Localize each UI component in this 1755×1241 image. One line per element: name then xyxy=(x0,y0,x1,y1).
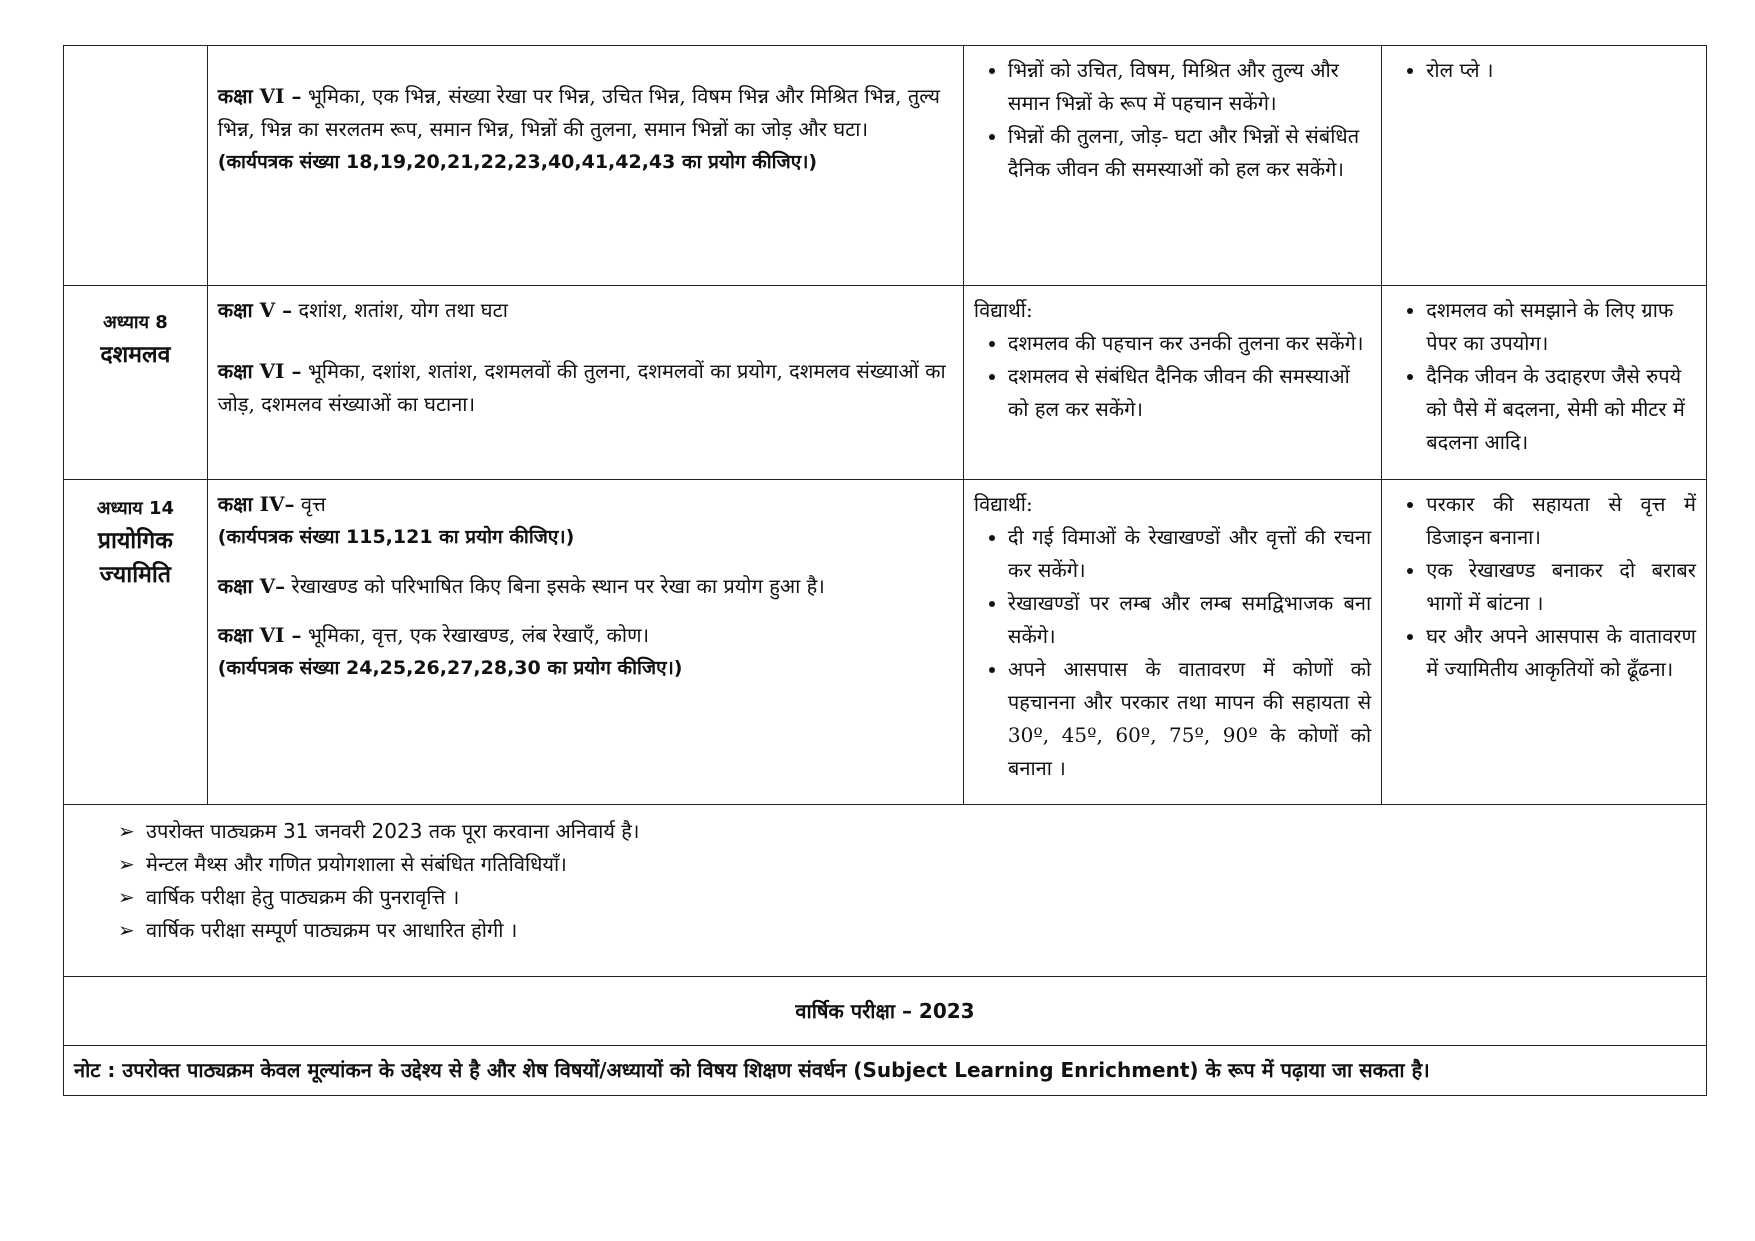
chapter-cell xyxy=(64,480,208,805)
content-para xyxy=(218,80,953,146)
note-text: मेन्टल मैथ्स और गणित प्रयोगशाला से संबंधित गतिविधियाँ। xyxy=(146,852,567,876)
notes-cell xyxy=(64,805,1707,977)
content-text: वृत्त xyxy=(294,492,326,516)
worksheet-note: (कार्यपत्रक संख्या 18,19,20,21,22,23,40,41,42,43 का प्रयोग कीजिए।) xyxy=(217,151,818,173)
worksheet-note: (कार्यपत्रक संख्या 115,121 का प्रयोग कीजिए।) xyxy=(217,526,575,548)
list-item: • भिन्नों को उचित, विषम, मिश्रित और तुल्य और समान भिन्नों के रूप में पहचान सकेंगे। xyxy=(1008,54,1371,120)
activities-cell xyxy=(1382,46,1707,286)
outcomes-list xyxy=(974,54,1371,186)
list-item: • अपने आसपास के वातावरण में कोणों को पहचानना और परकार तथा मापन की सहायता से 30º, 45º, 60º, 75º, 90º के कोणों को बनाना । xyxy=(1008,653,1371,785)
notes-row xyxy=(64,805,1707,977)
worksheet-note: (कार्यपत्रक संख्या 24,25,26,27,28,30 का प्रयोग कीजिए।) xyxy=(217,657,683,679)
activities-list xyxy=(1392,54,1696,87)
table-row xyxy=(64,286,1707,480)
activities-cell xyxy=(1382,286,1707,480)
arrow-bullet-icon: ➢ xyxy=(118,852,135,876)
list-item: • रेखाखण्डों पर लम्ब और लम्ब समद्विभाजक बना सकेंगे। xyxy=(1008,587,1371,653)
chapter-cell xyxy=(64,286,208,480)
list-item: • परकार की सहायता से वृत्त में डिजाइन बनाना। xyxy=(1426,488,1696,554)
list-item xyxy=(118,848,1696,881)
list-item: • दैनिक जीवन के उदाहरण जैसे रुपये को पैसे में बदलना, सेमी को मीटर में बदलना आदि। xyxy=(1426,360,1696,459)
list-item: • दशमलव से संबंधित दैनिक जीवन की समस्याओं को हल कर सकेंगे। xyxy=(1008,360,1371,426)
content-para xyxy=(218,488,953,521)
content-text: रेखाखण्ड को परिभाषित किए बिना इसके स्थान पर रेखा का प्रयोग हुआ है। xyxy=(285,574,825,598)
footnote-row xyxy=(64,1046,1707,1096)
content-para xyxy=(218,355,953,421)
class-label: कक्षा V– xyxy=(217,574,286,598)
class-label: कक्षा V – xyxy=(217,298,293,322)
content-para xyxy=(218,294,953,327)
class-label: कक्षा VI – xyxy=(217,359,302,383)
list-item xyxy=(118,815,1696,848)
chapter-cell xyxy=(64,46,208,286)
list-item: • दशमलव की पहचान कर उनकी तुलना कर सकेंगे। xyxy=(1008,327,1371,360)
class-label: कक्षा VI – xyxy=(217,84,302,108)
arrow-bullet-icon: ➢ xyxy=(118,885,135,909)
chapter-number: अध्याय 8 xyxy=(102,312,168,333)
content-para xyxy=(218,619,953,652)
syllabus-table xyxy=(63,45,1707,1096)
annual-exam-title: वार्षिक परीक्षा – 2023 xyxy=(64,977,1707,1046)
content-text: दशांश, शतांश, योग तथा घटा xyxy=(292,298,508,322)
content-cell xyxy=(207,480,963,805)
outcomes-list xyxy=(974,327,1371,426)
activities-cell xyxy=(1382,480,1707,805)
content-para xyxy=(218,570,953,603)
class-label: कक्षा IV– xyxy=(217,492,295,516)
class-label: कक्षा VI – xyxy=(217,623,302,647)
content-text: भूमिका, एक भिन्न, संख्या रेखा पर भिन्न, उचित भिन्न, विषम भिन्न और मिश्रित भिन्न, तुल्य भिन्न, भिन्न का सरलतम रूप, समान भिन्न, भिन्नों की तुलना, समान भिन्नों का जोड़ और घटा। xyxy=(217,84,940,141)
list-item: • दी गई विमाओं के रेखाखण्डों और वृत्तों की रचना कर सकेंगे। xyxy=(1008,521,1371,587)
outcome-heading: विद्यार्थी: xyxy=(973,298,1033,322)
content-cell xyxy=(207,286,963,480)
outcomes-list xyxy=(974,521,1371,785)
note-text: वार्षिक परीक्षा हेतु पाठ्यक्रम की पुनरावृत्ति । xyxy=(146,885,460,909)
arrow-bullet-icon: ➢ xyxy=(118,819,135,843)
activities-list xyxy=(1392,294,1696,459)
outcomes-cell xyxy=(963,286,1381,480)
note-text: वार्षिक परीक्षा सम्पूर्ण पाठ्यक्रम पर आधारित होगी । xyxy=(146,918,518,942)
list-item xyxy=(118,914,1696,947)
content-text: भूमिका, दशांश, शतांश, दशमलवों की तुलना, दशमलवों का प्रयोग, दशमलव संख्याओं का जोड़, दशमलव संख्याओं का घटाना। xyxy=(217,359,946,416)
table-row xyxy=(64,480,1707,805)
list-item: • दशमलव को समझाने के लिए ग्राफ पेपर का उपयोग। xyxy=(1426,294,1696,360)
footnote-text: नोट : उपरोक्त पाठ्यक्रम केवल मूल्यांकन के उद्देश्य से है और शेष विषयों/अध्यायों को विषय शिक्षण संवर्धन (Subject Learning Enrichment) के रूप में पढ़ाया जा सकता है। xyxy=(64,1046,1707,1096)
activities-list xyxy=(1392,488,1696,686)
table-row xyxy=(64,46,1707,286)
list-item: • रोल प्ले । xyxy=(1426,54,1696,87)
syllabus-page xyxy=(63,45,1707,1096)
outcomes-cell xyxy=(963,46,1381,286)
outcome-heading: विद्यार्थी: xyxy=(973,492,1033,516)
outcomes-cell xyxy=(963,480,1381,805)
content-text: भूमिका, वृत्त, एक रेखाखण्ड, लंब रेखाएँ, कोण। xyxy=(301,623,650,647)
notes-list xyxy=(118,815,1696,947)
list-item: • भिन्नों की तुलना, जोड़- घटा और भिन्नों से संबंधित दैनिक जीवन की समस्याओं को हल कर सकेंगे। xyxy=(1008,120,1371,186)
chapter-number: अध्याय 14 xyxy=(96,498,175,519)
arrow-bullet-icon: ➢ xyxy=(118,918,135,942)
annual-exam-row xyxy=(64,977,1707,1046)
note-text: उपरोक्त पाठ्यक्रम 31 जनवरी 2023 तक पूरा करवाना अनिवार्य है। xyxy=(146,819,640,843)
list-item: • एक रेखाखण्ड बनाकर दो बराबर भागों में बांटना । xyxy=(1426,554,1696,620)
list-item: • घर और अपने आसपास के वातावरण में ज्यामितीय आकृतियों को ढूँढना। xyxy=(1426,620,1696,686)
chapter-name: प्रायोगिक ज्यामिति xyxy=(97,528,173,588)
content-cell xyxy=(207,46,963,286)
chapter-name: दशमलव xyxy=(100,342,171,368)
list-item xyxy=(118,881,1696,914)
